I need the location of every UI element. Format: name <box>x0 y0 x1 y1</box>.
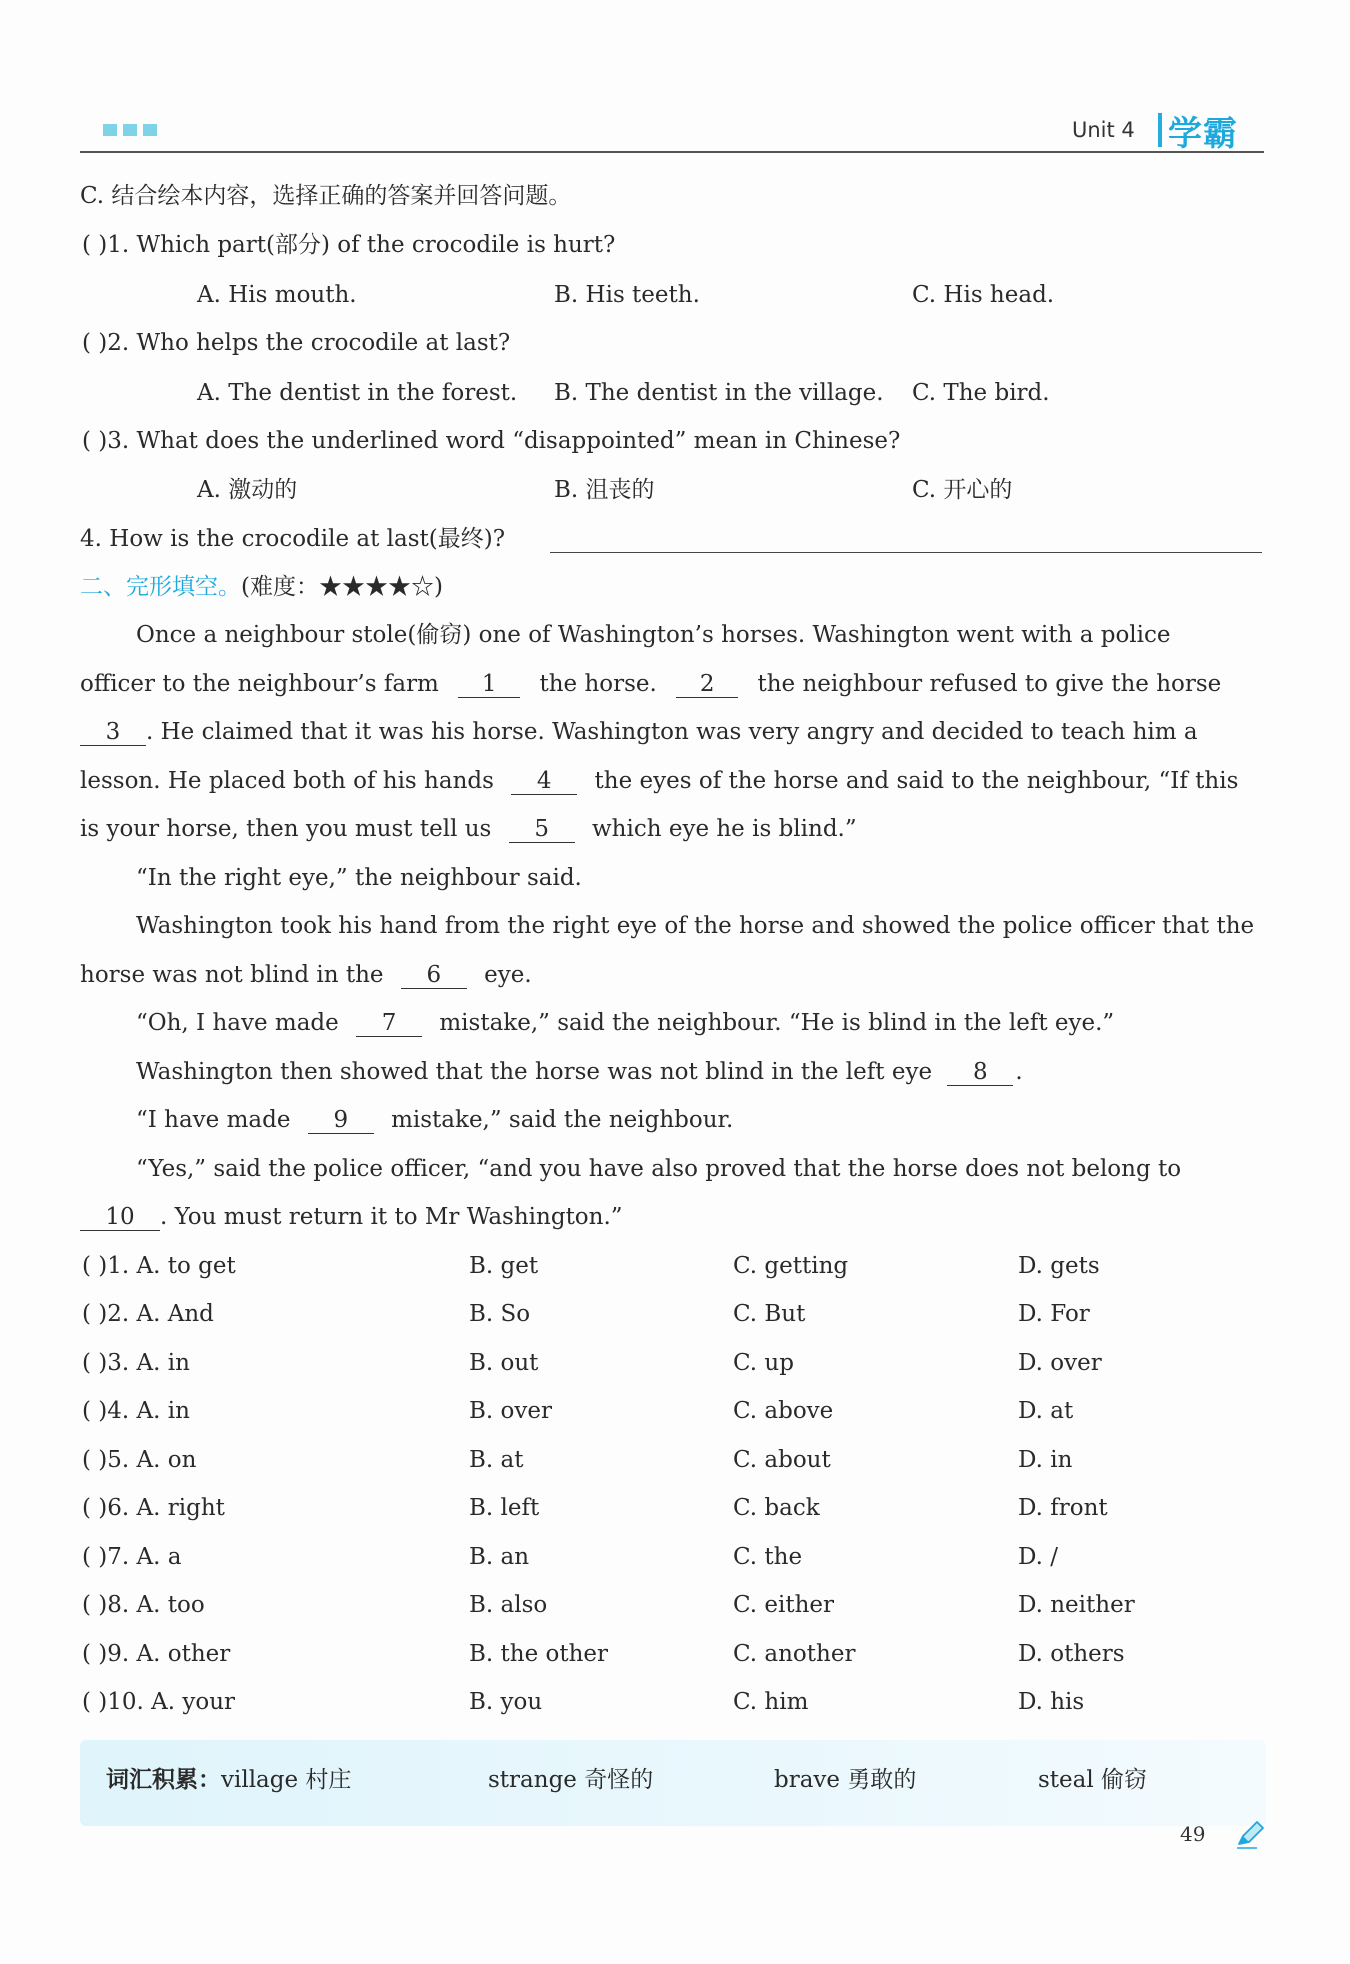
cloze-text: is your horse, then you must tell us <box>80 816 492 842</box>
option-number-a[interactable]: ( )10. A. your <box>82 1689 236 1715</box>
c-q2-option-b[interactable]: B. The dentist in the village. <box>554 380 884 406</box>
c-q3-option-c[interactable]: C. 开心的 <box>912 477 1013 503</box>
c-question-4: 4. How is the crocodile at last(最终)? <box>80 526 506 552</box>
option-number-a[interactable]: ( )9. A. other <box>82 1641 231 1667</box>
cloze-text: lesson. He placed both of his hands <box>80 768 494 794</box>
header-decoration <box>103 124 157 136</box>
c-q3-option-a[interactable]: A. 激动的 <box>197 477 298 503</box>
option-d[interactable]: D. others <box>1018 1641 1125 1667</box>
cloze-heading <box>80 572 443 602</box>
vocab-entry-3: brave 勇敢的 <box>774 1767 917 1793</box>
vocab-entry-2: strange 奇怪的 <box>488 1767 654 1793</box>
option-b[interactable]: B. you <box>469 1689 543 1715</box>
cloze-line-3 <box>80 717 1198 747</box>
c-q3-option-b[interactable]: B. 沮丧的 <box>554 477 655 503</box>
cloze-line-1: Once a neighbour stole(偷窃) one of Washington’s horses. Washington went with a police <box>136 622 1171 648</box>
vocab-word: village 村庄 <box>221 1767 352 1793</box>
cloze-text: . He claimed that it was his horse. Washington was very angry and decided to teach him a <box>146 719 1198 745</box>
cloze-text: “I have made <box>136 1107 291 1133</box>
option-b[interactable]: B. left <box>469 1495 540 1521</box>
option-c[interactable]: C. But <box>733 1301 806 1327</box>
blank-4[interactable]: 4 <box>511 768 577 795</box>
c-q1-option-a[interactable]: A. His mouth. <box>197 282 357 308</box>
option-b[interactable]: B. So <box>469 1301 531 1327</box>
c-question-2: ( )2. Who helps the crocodile at last? <box>82 330 511 356</box>
cloze-text: which eye he is blind.” <box>591 816 857 842</box>
c-question-1: ( )1. Which part(部分) of the crocodile is hurt? <box>82 232 616 258</box>
option-number-a[interactable]: ( )5. A. on <box>82 1447 197 1473</box>
blank-10[interactable]: 10 <box>80 1204 160 1231</box>
vocab-label: 词汇积累： <box>106 1767 221 1793</box>
blank-7[interactable]: 7 <box>356 1010 422 1037</box>
vocab-box <box>80 1740 1266 1826</box>
cloze-para-2: “In the right eye,” the neighbour said. <box>136 865 582 891</box>
option-number-a[interactable]: ( )3. A. in <box>82 1350 190 1376</box>
blank-1[interactable]: 1 <box>458 671 520 698</box>
cloze-text: horse was not blind in the <box>80 962 384 988</box>
header-rule <box>80 151 1264 153</box>
cloze-para-3-line-2 <box>80 960 532 990</box>
blank-3[interactable]: 3 <box>80 719 146 746</box>
option-c[interactable]: C. back <box>733 1495 820 1521</box>
c-q2-option-c[interactable]: C. The bird. <box>912 380 1050 406</box>
option-b[interactable]: B. get <box>469 1253 539 1279</box>
blank-5[interactable]: 5 <box>509 816 575 843</box>
option-number-a[interactable]: ( )2. A. And <box>82 1301 214 1327</box>
vocab-entry-4: steal 偷窃 <box>1038 1767 1148 1793</box>
cloze-text: . You must return it to Mr Washington.” <box>160 1204 623 1230</box>
option-number-a[interactable]: ( )8. A. too <box>82 1592 205 1618</box>
option-b[interactable]: B. at <box>469 1447 524 1473</box>
option-d[interactable]: D. his <box>1018 1689 1085 1715</box>
option-d[interactable]: D. over <box>1018 1350 1102 1376</box>
answer-line[interactable] <box>550 552 1262 553</box>
option-c[interactable]: C. either <box>733 1592 835 1618</box>
option-d[interactable]: D. in <box>1018 1447 1073 1473</box>
cloze-title: 二、完形填空。 <box>80 574 241 600</box>
option-d[interactable]: D. at <box>1018 1398 1074 1424</box>
pencil-icon <box>1235 1818 1267 1850</box>
option-d[interactable]: D. For <box>1018 1301 1090 1327</box>
option-d[interactable]: D. / <box>1018 1544 1058 1570</box>
option-b[interactable]: B. over <box>469 1398 552 1424</box>
option-number-a[interactable]: ( )4. A. in <box>82 1398 190 1424</box>
cloze-para-5 <box>136 1057 1023 1087</box>
option-b[interactable]: B. an <box>469 1544 530 1570</box>
cloze-line-2 <box>80 669 1221 699</box>
option-number-a[interactable]: ( )7. A. a <box>82 1544 182 1570</box>
vocab-entry-1 <box>106 1765 351 1795</box>
option-c[interactable]: C. above <box>733 1398 834 1424</box>
cloze-line-4 <box>80 766 1238 796</box>
option-b[interactable]: B. also <box>469 1592 548 1618</box>
c-question-3: ( )3. What does the underlined word “disappointed” mean in Chinese? <box>82 428 901 454</box>
cloze-text: officer to the neighbour’s farm <box>80 671 439 697</box>
option-c[interactable]: C. another <box>733 1641 856 1667</box>
option-c[interactable]: C. up <box>733 1350 794 1376</box>
cloze-text: Washington then showed that the horse was not blind in the left eye <box>136 1059 933 1085</box>
option-b[interactable]: B. out <box>469 1350 539 1376</box>
option-c[interactable]: C. getting <box>733 1253 849 1279</box>
cloze-line-5 <box>80 814 857 844</box>
option-b[interactable]: B. the other <box>469 1641 609 1667</box>
cloze-text: mistake,” said the neighbour. “He is blind in the left eye.” <box>439 1010 1115 1036</box>
cloze-text: the eyes of the horse and said to the neighbour, “If this <box>594 768 1239 794</box>
page-number: 49 <box>1180 1822 1206 1846</box>
cloze-para-4 <box>136 1008 1114 1038</box>
blank-6[interactable]: 6 <box>401 962 467 989</box>
cloze-para-7-line-2 <box>80 1202 623 1232</box>
c-q1-option-c[interactable]: C. His head. <box>912 282 1055 308</box>
cloze-para-3-line-1: Washington took his hand from the right eye of the horse and showed the police officer that the <box>136 913 1255 939</box>
option-d[interactable]: D. neither <box>1018 1592 1135 1618</box>
brand-logo: 学霸 <box>1168 114 1238 154</box>
cloze-text: . <box>1015 1059 1023 1085</box>
cloze-text: “Oh, I have made <box>136 1010 339 1036</box>
difficulty-rating: (难度：★★★★☆) <box>241 574 443 600</box>
blank-9[interactable]: 9 <box>308 1107 374 1134</box>
option-d[interactable]: D. gets <box>1018 1253 1100 1279</box>
option-c[interactable]: C. him <box>733 1689 809 1715</box>
cloze-text: the neighbour refused to give the horse <box>757 671 1222 697</box>
cloze-para-7-line-1: “Yes,” said the police officer, “and you have also proved that the horse does not belong to <box>136 1156 1182 1182</box>
option-number-a[interactable]: ( )1. A. to get <box>82 1253 236 1279</box>
c-q2-option-a[interactable]: A. The dentist in the forest. <box>197 380 518 406</box>
cloze-text: mistake,” said the neighbour. <box>391 1107 734 1133</box>
option-d[interactable]: D. front <box>1018 1495 1108 1521</box>
c-q1-option-b[interactable]: B. His teeth. <box>554 282 700 308</box>
blank-2[interactable]: 2 <box>676 671 738 698</box>
option-c[interactable]: C. about <box>733 1447 831 1473</box>
option-number-a[interactable]: ( )6. A. right <box>82 1495 225 1521</box>
option-c[interactable]: C. the <box>733 1544 803 1570</box>
cloze-text: the horse. <box>539 671 657 697</box>
header-divider <box>1158 113 1162 147</box>
blank-8[interactable]: 8 <box>947 1059 1013 1086</box>
unit-label: Unit 4 <box>1072 118 1135 142</box>
part-c-instruction: C. 结合绘本内容，选择正确的答案并回答问题。 <box>80 183 572 209</box>
cloze-para-6 <box>136 1105 733 1135</box>
cloze-text: eye. <box>484 962 532 988</box>
